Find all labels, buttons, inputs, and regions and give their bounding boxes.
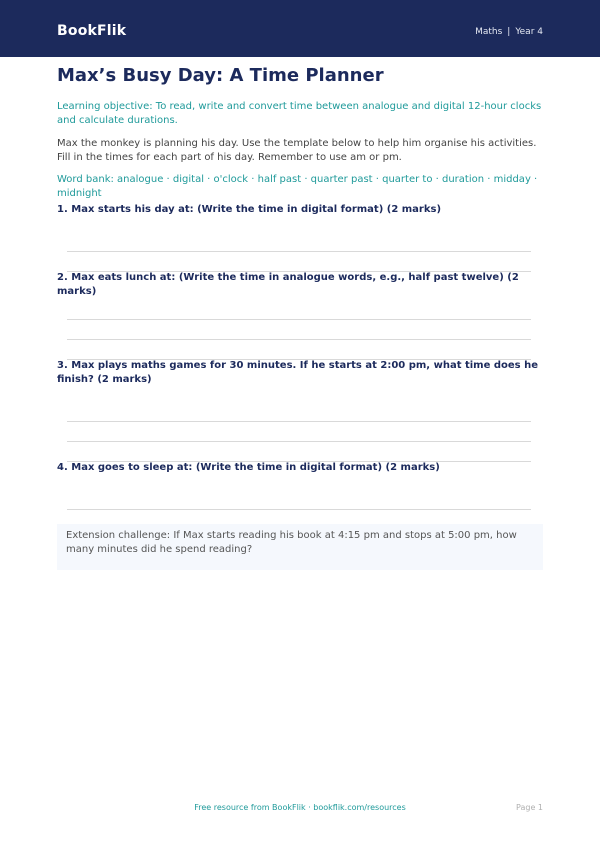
learning-objective: Learning objective: To read, write and convert time between analogue and digital 12-hour clocks and calculate durations.	[57, 101, 542, 126]
questions-area	[57, 0, 543, 848]
word-bank: Word bank: analogue · digital · o'clock · half past · quarter past · quarter to · duration · midday · midnight	[57, 174, 538, 199]
page-number: Page 1	[516, 803, 543, 812]
question-2: 2. Max eats lunch at: (Write the time in analogue words, e.g., half past twelve) (2 marks)	[57, 272, 519, 297]
intro-text: Max the monkey is planning his day. Use the template below to help him organise his activities. Fill in the times for each part of his day. Remember to use am or pm.	[57, 138, 537, 163]
answer-line[interactable]	[67, 319, 531, 320]
footer-source: Free resource from BookFlik · bookflik.com/resources	[194, 803, 406, 812]
answer-line[interactable]	[67, 421, 531, 422]
subject-label: Maths	[475, 27, 503, 37]
question-3: 3. Max plays maths games for 30 minutes. If he starts at 2:00 pm, what time does he finish? (2 marks)	[57, 360, 538, 385]
question-4: 4. Max goes to sleep at: (Write the time in digital format) (2 marks)	[57, 462, 440, 473]
question-1: 1. Max starts his day at: (Write the time in digital format) (2 marks)	[57, 204, 442, 215]
extension-challenge: Extension challenge: If Max starts reading his book at 4:15 pm and stops at 5:00 pm, how many minutes did he spend reading?	[57, 524, 543, 570]
year-label: Year 4	[515, 27, 543, 37]
answer-line[interactable]	[67, 339, 531, 340]
brand-logo: BookFlik	[57, 23, 127, 39]
answer-line[interactable]	[67, 441, 531, 442]
answer-line[interactable]	[67, 509, 531, 510]
meta-separator: |	[507, 27, 511, 37]
worksheet-title: Max’s Busy Day: A Time Planner	[57, 65, 384, 86]
answer-line[interactable]	[67, 251, 531, 252]
